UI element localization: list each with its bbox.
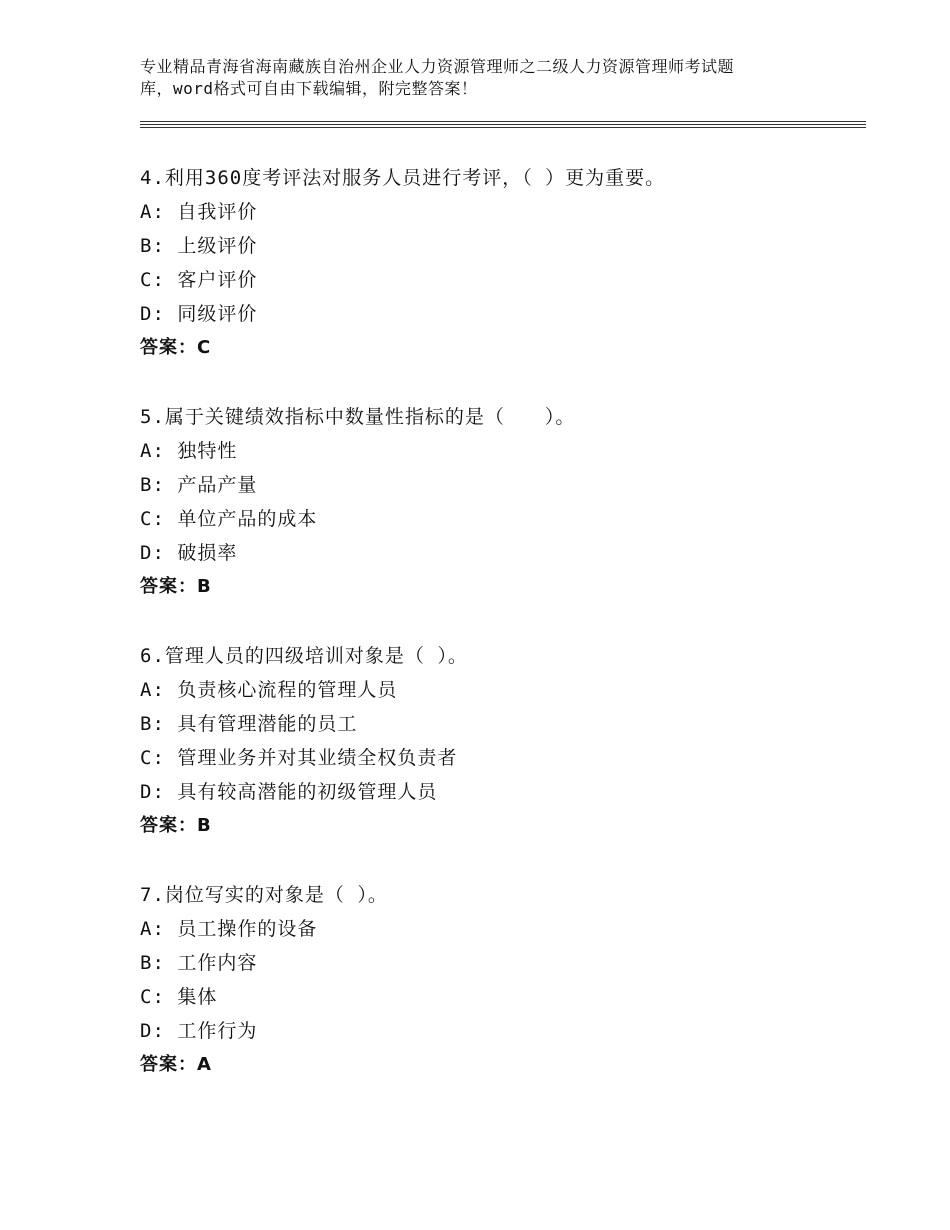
question-stem: 4.利用360度考评法对服务人员进行考评，（ ）更为重要。 [140,167,666,189]
option-c: C: 集体 [140,986,218,1008]
header-rule-middle [140,124,866,125]
header-rule-bottom [140,127,866,128]
question-block [140,878,866,1082]
option-a: A: 自我评价 [140,201,258,223]
header-line-1: 专业精品青海省海南藏族自治州企业人力资源管理师之二级人力资源管理师考试题 [140,57,735,76]
option-b: B: 具有管理潜能的员工 [140,713,358,735]
question-stem: 7.岗位写实的对象是（ ）。 [140,884,388,906]
option-d: D: 同级评价 [140,303,258,325]
option-b: B: 产品产量 [140,474,258,496]
document-header [140,56,830,100]
option-d: D: 具有较高潜能的初级管理人员 [140,781,438,803]
question-block [140,639,866,843]
answer: 答案：A [140,1054,212,1075]
header-rule-top [140,121,866,122]
question-stem: 6.管理人员的四级培训对象是（ ）。 [140,645,468,667]
option-a: A: 独特性 [140,440,238,462]
option-c: C: 单位产品的成本 [140,508,318,530]
question-block [140,161,866,365]
option-b: B: 工作内容 [140,952,258,974]
question-stem: 5.属于关键绩效指标中数量性指标的是（ ）。 [140,406,576,428]
option-d: D: 工作行为 [140,1020,258,1042]
option-d: D: 破损率 [140,542,238,564]
option-a: A: 负责核心流程的管理人员 [140,679,398,701]
option-a: A: 员工操作的设备 [140,918,318,940]
option-b: B: 上级评价 [140,235,258,257]
answer: 答案：B [140,576,212,597]
answer: 答案：C [140,337,212,358]
answer: 答案：B [140,815,212,836]
question-block [140,400,866,604]
option-c: C: 管理业务并对其业绩全权负责者 [140,747,458,769]
header-line-2: 库，word格式可自由下载编辑，附完整答案！ [140,79,478,98]
option-c: C: 客户评价 [140,269,258,291]
